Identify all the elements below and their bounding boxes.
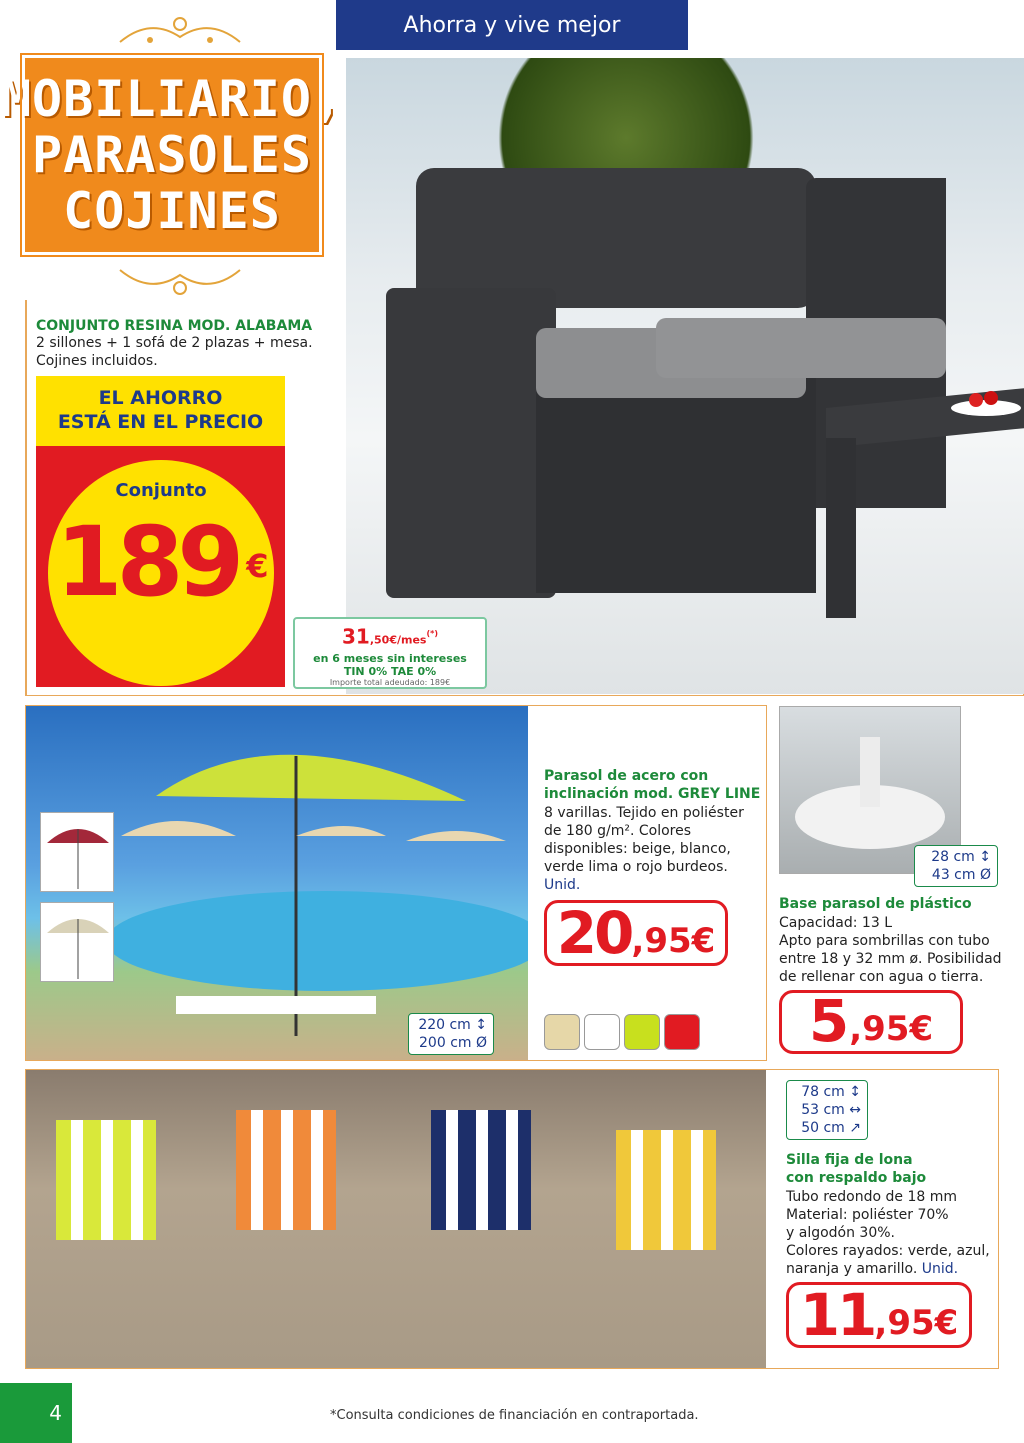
parasol-desc-2: de 180 g/m². Colores — [544, 823, 692, 839]
beige-parasol-thumb — [40, 902, 114, 982]
base-desc-1: Capacidad: 13 L — [779, 915, 892, 931]
table-image — [826, 388, 1024, 618]
parasol-desc-4: verde lima o rojo burdeos. — [544, 859, 728, 875]
base-desc-3: entre 18 y 32 mm ø. Posibilidad — [779, 951, 1002, 967]
swatch-white — [584, 1014, 620, 1050]
tagline: Ahorra y vive mejor — [403, 12, 621, 38]
tagline-banner — [336, 0, 688, 50]
chair-desc-2: Material: poliéster 70% — [786, 1207, 949, 1223]
swatch-lime — [624, 1014, 660, 1050]
parasol-desc-1: 8 varillas. Tejido en poliéster — [544, 805, 744, 821]
swatch-beige — [544, 1014, 580, 1050]
financing-line-3: Importe total adeudado: 189€ — [329, 677, 451, 687]
sofa-set-photo — [346, 58, 1024, 694]
chair-desc-3: y algodón 30%. — [786, 1225, 895, 1241]
base-price-int: 5 — [808, 987, 850, 1055]
parasol-desc-3: disponibles: beige, blanco, — [544, 841, 731, 857]
parasol-desc — [544, 804, 744, 894]
parasol-diameter: 200 cm Ø — [419, 1035, 487, 1051]
left-frame-line — [25, 300, 27, 696]
set-desc-2: Cojines incluidos. — [36, 353, 158, 369]
base-desc-4: de rellenar con agua o tierra. — [779, 969, 984, 985]
base-price — [779, 987, 963, 1055]
base-dims — [914, 845, 998, 887]
base-desc — [779, 914, 1002, 986]
chair-height: 78 cm ↕ — [801, 1084, 861, 1100]
base-height: 28 cm ↕ — [931, 849, 991, 865]
base-price-dec: ,95€ — [849, 1009, 934, 1049]
chair-desc-4: Colores rayados: verde, azul, — [786, 1243, 990, 1259]
financing-monthly-int: 31 — [342, 624, 370, 649]
parasol-price-int: 20 — [556, 899, 632, 967]
financing-monthly-dec: ,50€/mes — [369, 633, 427, 647]
set-desc-1: 2 sillones + 1 sofá de 2 plazas + mesa. — [36, 335, 313, 351]
price-circle — [48, 460, 274, 686]
chair-dims — [786, 1080, 868, 1140]
red-parasol-thumb — [40, 812, 114, 892]
parasol-price-dec: ,95€ — [631, 921, 716, 961]
page-number-tab — [0, 1383, 72, 1443]
promo-heading — [36, 376, 285, 446]
chair-unit: Unid. — [921, 1261, 959, 1277]
chair-desc — [786, 1188, 990, 1278]
chair-price-int: 11 — [799, 1281, 875, 1349]
ornament-top — [110, 12, 250, 57]
set-price-value: 189 — [55, 506, 239, 618]
financing-marker: (*) — [426, 629, 438, 638]
chair-desc-5 — [786, 1260, 990, 1278]
page-number: 4 — [49, 1401, 62, 1425]
chair-desc-5-text: naranja y amarillo. — [786, 1261, 918, 1277]
financing-line-2: TIN 0% TAE 0% — [343, 664, 437, 678]
chair-name-1: Silla fija de lona — [786, 1152, 913, 1168]
parasol-unit: Unid. — [544, 877, 581, 893]
parasol-name-2: inclinación mod. GREY LINE — [544, 786, 761, 802]
base-diameter: 43 cm Ø — [931, 867, 991, 883]
chair-depth: 50 cm ↗ — [801, 1120, 861, 1136]
set-price-currency: € — [246, 547, 269, 585]
financing-box — [293, 617, 487, 689]
parasol-height: 220 cm ↕ — [418, 1017, 487, 1033]
set-price-promo — [36, 376, 285, 687]
chair-width: 53 cm ↔ — [801, 1102, 861, 1118]
base-name: Base parasol de plástico — [779, 896, 972, 912]
chairs-photo — [26, 1070, 766, 1368]
parasol-name-1: Parasol de acero con — [544, 768, 709, 784]
title-line-1: MOBILIARIO, — [0, 70, 344, 128]
parasol-photo — [26, 706, 528, 1060]
parasol-dims — [408, 1013, 494, 1055]
base-desc-2: Apto para sombrillas con tubo — [779, 933, 990, 949]
footer-note: *Consulta condiciones de financiación en contraportada. — [330, 1408, 699, 1423]
financing-line-1: en 6 meses sin intereses — [313, 651, 467, 665]
promo-line-1: EL AHORRO — [98, 387, 223, 409]
set-unit: Conjunto — [115, 480, 207, 501]
set-name: CONJUNTO RESINA MOD. ALABAMA — [36, 318, 313, 334]
chair-name-2: con respaldo bajo — [786, 1170, 927, 1186]
set-price — [48, 507, 274, 617]
swatch-red — [664, 1014, 700, 1050]
promo-line-2: ESTÁ EN EL PRECIO — [57, 411, 264, 433]
parasol-price — [544, 900, 728, 966]
chair-desc-1: Tubo redondo de 18 mm — [786, 1189, 957, 1205]
financing-monthly — [295, 623, 485, 652]
chair-price-dec: ,95€ — [874, 1303, 959, 1343]
parasol-swatches — [544, 1014, 700, 1050]
title-line-3: COJINES — [63, 182, 281, 240]
chair-price — [786, 1282, 972, 1348]
title-line-2: PARASOLES — [32, 126, 312, 184]
